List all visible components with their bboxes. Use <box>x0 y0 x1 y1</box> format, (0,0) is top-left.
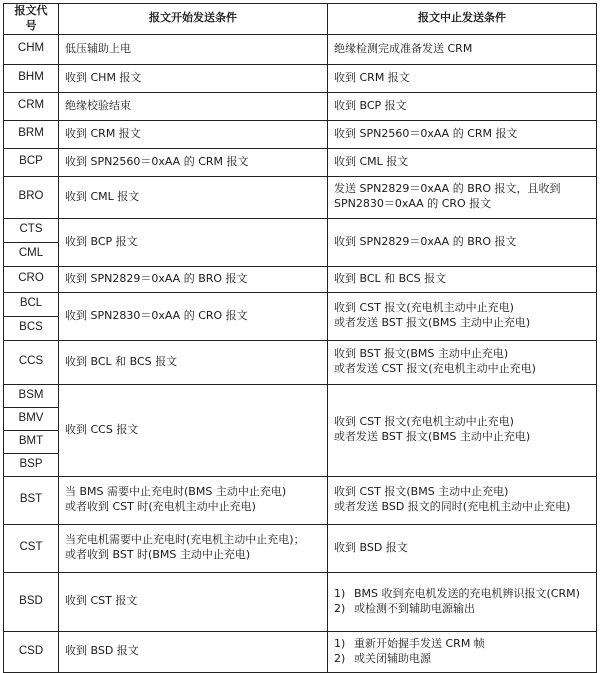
code-cell: CRM <box>4 92 59 120</box>
code-cell: BMT <box>4 430 59 453</box>
stop-cell: 收到 BSD 报文 <box>328 524 597 572</box>
code-cell: BST <box>4 476 59 524</box>
list-text: BMS 收到充电机发送的充电机辨识报文(CRM) <box>354 586 580 600</box>
stop-cell: 收到 BCL 和 BCS 报文 <box>328 266 597 292</box>
list-number: 1) <box>334 586 346 600</box>
header-row <box>4 4 597 35</box>
list-item <box>334 602 590 617</box>
start-cell: 绝缘校验结束 <box>59 92 328 120</box>
code-cell: BCS <box>4 316 59 340</box>
code-cell: CRO <box>4 266 59 292</box>
list-number: 2) <box>334 651 346 665</box>
table-row <box>4 476 597 524</box>
code-cell: BCL <box>4 292 59 316</box>
table-row <box>4 176 597 218</box>
table-row <box>4 384 597 407</box>
table-row <box>4 572 597 631</box>
message-conditions-table <box>3 3 597 673</box>
code-cell: BSM <box>4 384 59 407</box>
table-row <box>4 120 597 148</box>
code-cell: BSD <box>4 572 59 631</box>
list-text: 或关闭辅助电源 <box>354 651 431 665</box>
stop-cell <box>328 572 597 631</box>
start-line: 当充电机需要中止充电时(充电机主动中止充电)； <box>65 533 305 547</box>
code-cell: BRO <box>4 176 59 218</box>
code-cell: CTS <box>4 218 59 242</box>
stop-line: 发送 SPN2829＝0xAA 的 BRO 报文，且收到 <box>334 182 561 196</box>
list-text: 重新开始握手发送 CRM 帧 <box>354 636 485 650</box>
table-row <box>4 64 597 92</box>
code-cell: BSP <box>4 453 59 476</box>
code-cell: CHM <box>4 34 59 64</box>
code-cell: BMV <box>4 407 59 430</box>
stop-cell: 收到 SPN2560＝0xAA 的 CRM 报文 <box>328 120 597 148</box>
list-item <box>334 637 590 652</box>
stop-cell: 绝缘检测完成准备发送 CRM <box>328 34 597 64</box>
stop-cell <box>328 476 597 524</box>
stop-cell <box>328 340 597 384</box>
start-cell <box>59 476 328 524</box>
header-start: 报文开始发送条件 <box>59 4 328 35</box>
table-row <box>4 631 597 672</box>
stop-list <box>334 587 590 617</box>
code-cell: CML <box>4 242 59 266</box>
start-line: 当 BMS 需要中止充电时(BMS 主动中止充电) <box>65 485 287 499</box>
stop-line: 或者发送 BST 报文(BMS 主动中止充电) <box>334 316 531 330</box>
list-number: 1) <box>334 636 346 650</box>
table-row <box>4 218 597 242</box>
stop-line: 收到 CST 报文(充电机主动中止充电) <box>334 415 514 429</box>
stop-cell <box>328 631 597 672</box>
start-cell: 收到 SPN2829＝0xAA 的 BRO 报文 <box>59 266 328 292</box>
stop-line: 收到 BST 报文(BMS 主动中止充电) <box>334 347 509 361</box>
stop-line: 或者发送 CST 报文(充电机主动中止充电) <box>334 362 536 376</box>
start-line: 或者收到 CST 时(充电机主动中止充电) <box>65 500 256 514</box>
stop-cell <box>328 292 597 340</box>
code-cell: BRM <box>4 120 59 148</box>
header-stop: 报文中止发送条件 <box>328 4 597 35</box>
table-row <box>4 266 597 292</box>
code-cell: BCP <box>4 148 59 176</box>
list-item <box>334 652 590 667</box>
list-item <box>334 587 590 602</box>
start-line: 或者收到 BST 时(BMS 主动中止充电) <box>65 548 251 562</box>
start-cell: 低压辅助上电 <box>59 34 328 64</box>
code-cell: BHM <box>4 64 59 92</box>
stop-cell: 收到 BCP 报文 <box>328 92 597 120</box>
stop-line: SPN2830＝0xAA 的 CRO 报文 <box>334 197 492 211</box>
list-number: 2) <box>334 601 346 615</box>
start-cell: 收到 BSD 报文 <box>59 631 328 672</box>
start-cell: 收到 CML 报文 <box>59 176 328 218</box>
start-cell <box>59 524 328 572</box>
start-cell: 收到 CRM 报文 <box>59 120 328 148</box>
stop-cell: 收到 CML 报文 <box>328 148 597 176</box>
header-code: 报文代号 <box>4 4 59 35</box>
table-row <box>4 34 597 64</box>
table-row <box>4 148 597 176</box>
stop-list <box>334 637 590 667</box>
list-text: 或检测不到辅助电源输出 <box>354 601 475 615</box>
stop-line: 或者发送 BST 报文(BMS 主动中止充电) <box>334 430 531 444</box>
table-row <box>4 340 597 384</box>
code-cell: CCS <box>4 340 59 384</box>
start-cell: 收到 CST 报文 <box>59 572 328 631</box>
code-cell: CST <box>4 524 59 572</box>
table-row <box>4 524 597 572</box>
code-cell: CSD <box>4 631 59 672</box>
table-row <box>4 92 597 120</box>
stop-cell <box>328 176 597 218</box>
start-cell: 收到 CCS 报文 <box>59 384 328 476</box>
start-cell: 收到 SPN2830＝0xAA 的 CRO 报文 <box>59 292 328 340</box>
stop-cell <box>328 384 597 476</box>
start-cell: 收到 SPN2560＝0xAA 的 CRM 报文 <box>59 148 328 176</box>
start-cell: 收到 BCL 和 BCS 报文 <box>59 340 328 384</box>
start-cell: 收到 CHM 报文 <box>59 64 328 92</box>
stop-cell: 收到 CRM 报文 <box>328 64 597 92</box>
start-cell: 收到 BCP 报文 <box>59 218 328 266</box>
table-row <box>4 292 597 316</box>
stop-line: 收到 CST 报文(BMS 主动中止充电) <box>334 485 509 499</box>
stop-line: 收到 CST 报文(充电机主动中止充电) <box>334 301 514 315</box>
stop-line: 或者发送 BSD 报文的同时(充电机主动中止充电) <box>334 500 571 514</box>
stop-cell: 收到 SPN2829＝0xAA 的 BRO 报文 <box>328 218 597 266</box>
